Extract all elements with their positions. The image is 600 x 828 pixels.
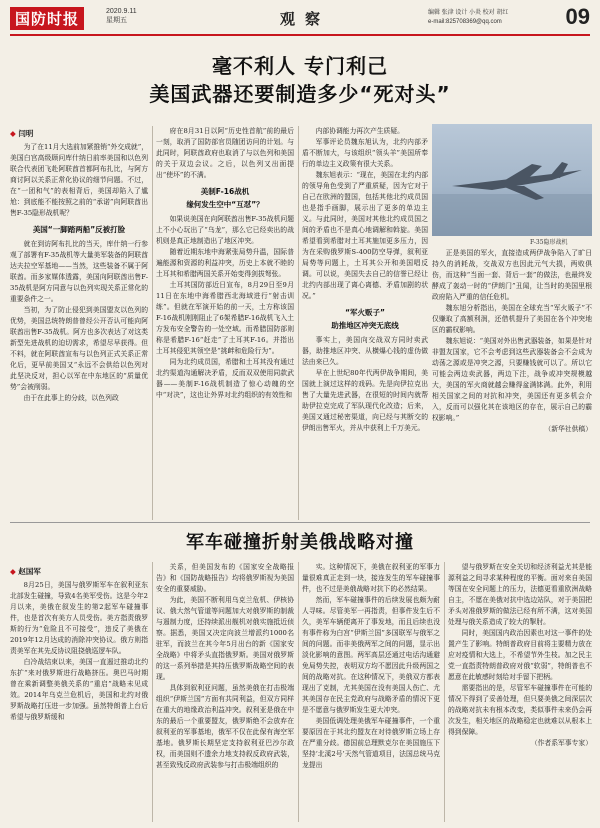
paragraph: 魏东旭分析指出，美国在全球充当“军火贩子”不仅赚取了高额利润，还借机提升了美国在各个冲突地区的霸权影响。	[432, 304, 592, 334]
source-note: （新华社供稿）	[544, 425, 592, 433]
paragraph: 关系，但美国发布的《国家安全战略报告》和《国防战略报告》均将俄罗斯视为美国安全的重要威胁。	[156, 563, 294, 593]
paragraph: 为了在11月大选前加紧推销“外交成就”，美国白宫高级顾问库什纳日前率美国和以色列联合代表团飞赴阿联酋首都阿布扎比，与阿方商讨阿以关系正常化协议的细节问题。不过，在“一团和气”的表相背后，美国却陷入了尴尬：到底能不能按照之前的“承诺”向阿联酋出售F-35隐形战机呢？	[10, 143, 148, 217]
page-number: 09	[565, 4, 590, 29]
paragraph: 望与俄罗斯在安全关切和经济利益尤其是能源利益之间寻求某种程度的平衡。面对来自美国等国在安全问题上的压力，法德更看重欧洲战略自主，不愿在美俄对抗中选边站队，对于美国把矛头对准俄罗斯的做法已经有所不满，这对美国处理与俄关系造成了较大的掣肘。	[448, 563, 592, 626]
article2-byline	[10, 566, 41, 577]
paragraph: 8月25日，美国与俄罗斯军车在叙利亚东北部发生碰撞，导致4名美军受伤。这是今年2月以来，美俄在叙发生的第2起军车碰撞事件，也是首次有美方人员受伤。美方指责俄罗斯的行为“危险且不可接受”，违反了美俄在2019年12月达成的消除冲突协议。俄方则指责美军在其先反协议阻挠俄巡逻车队。	[10, 581, 148, 655]
article2-author: 赵国军	[18, 567, 41, 576]
article1-byline	[10, 128, 33, 139]
article1-column-3	[302, 126, 428, 520]
fighter-jet-photo	[432, 124, 592, 236]
subheading: 美制F-16战机 缘何发生空中“互怼”？	[186, 187, 264, 209]
jet-illustration	[432, 124, 592, 236]
paragraph: 白冷战结束以来，美国一直遏过推动北约东扩“来对俄罗斯进行战略挤压。奥巴马时期曾在乘新调整美俄关系的“重启”战略未见成效。2014年乌克兰危机后，美国和北约对俄罗斯战略打压进一步加强。虽然特朗普上台后希望与俄罗斯缓和	[10, 658, 148, 721]
byline-mark-icon: ◆	[10, 567, 16, 576]
article2-column-4	[448, 562, 592, 822]
paragraph: 由于在此事上的分歧，以色列政	[23, 394, 119, 402]
paragraph: 就在到访阿布扎比的当天，库什纳一行参观了部署有F-35战机等大量美军装备的阿联酋达夫拉空军基地——当然，这些装备不属于阿联酋。而多家媒体透露，美国向阿联酋出售F-35战机是阿方同意与以色列实现关系正常化的重要条件之一。	[10, 240, 148, 303]
paragraph: 随着近期东地中海紧张局势升温，国际普遍能源和资源的利益冲突，历史上本就不睦的土耳其和希腊两国关系开始变得剑拔弩张。	[156, 248, 294, 278]
article1-column-4	[432, 248, 592, 520]
paragraph: 美国低调处理美俄军车碰撞事件，一个重要原因在于其北约盟友在对待俄罗斯立场上存在严重分歧。德国前总理默克尔在美国施压下坚持‘北溪2号’天然气管道项目，法国总统马克龙提出	[302, 717, 440, 769]
masthead	[10, 6, 590, 32]
issue-weekday: 星期五	[106, 17, 127, 24]
column-divider	[444, 562, 445, 822]
editor-credits	[428, 9, 508, 27]
paragraph: 魏东旭表示：“现在，美国在北约内部的领导角色受到了严重质疑，因为它对于自己在欧洲的盟国，包括其他北约成员国也是指手画脚，展示出了更多的单边主义。与此同时，美国对其他北约成员国之间的矛盾也不是真心地调解和斡旋。美国希望看到希腊对土耳其施加更多压力，因为在采购俄罗斯S-400防空导弹，叙利亚局势等问题上，土耳其公开和美国唱反调。可以说，美国失去自己的信誉已经让北约内部出现了离心离德、矛盾加剧的状况。”	[302, 171, 428, 300]
article-divider	[10, 522, 590, 523]
paragraph: 如果说美国在向阿联酋出售F-35战机问题上不小心玩出了“乌龙”，那么它已经卖出的战机则是真正地制造出了地区冲突。	[156, 215, 294, 245]
paragraph: 当初，为了防止侵犯到美国盟友以色列的优势，美国总统特朗普曾经公开否认可能向阿联酋出售F-35战机。阿方也多次表达了对这类新型先进战机的迫切需求，希望尽早获得。但不料，就在阿联酋宣布与以色列正式关系正常化后，更早前美国又“永远不会供给以色列对此坚决反对，担心以军在中东地区的“质量优势”会被削弱。	[10, 306, 148, 391]
article1-headline-line1: 毫不利人 专门利己	[212, 54, 388, 78]
newspaper-logo: 国防时报	[10, 7, 84, 30]
paragraph: 同时，美国国内政治因素也对这一事件的处置产生了影响。特朗普政府目前将主要精力放在应对疫情和大选上，不希望节外生枝。加之民主党一直指责特朗普政府对俄“软弱”，特朗普也不愿意在此敏感时刻给对手留下把柄。	[448, 629, 592, 681]
paragraph: 为此，美国不断利用乌克兰危机、伊核协议、俄大然气管道等问题加大对俄罗斯的制裁与遏制力度，还持续派出舰机对俄实施抵近侦察。据悉，美国又决定向波兰增派约1000名驻军，而波兰在其今年5月出台的新《国家安全战略》中将矛头直指俄罗斯。美国对俄罗斯的这一系列举措是其持压俄罗斯战略空间的表现。	[156, 596, 294, 681]
paragraph: 内部协调能力再次产生质疑。	[315, 127, 404, 135]
article1-column-1	[10, 142, 148, 520]
source-note: （作者系军事专家）	[530, 739, 592, 747]
paragraph: 实。这种情况下，美俄在叙利亚的军事力量很难真正走到一块，接连发生的军车碰撞事件，也不过是美俄战略对抗下的必然结果。	[302, 563, 440, 593]
paragraph: 军事评论员魏东旭认为，北约内部矛盾不断加大，与该组织“领头羊”美国所奉行的单边主义政策有很大关系。	[302, 138, 428, 168]
section-title: 观察	[280, 10, 331, 28]
paragraph: 魏东旭说：“美国对外出售武器装备，如果是针对非盟友国家，它不会考虑到这些武器装备会不会成为动荡之源或是冲突之源，只要赚钱就可以了。所以它可能会两边卖武器，两边下注，战争或冲突规模越大，美国的军火商就越会赚得盆满钵满。此外，利用相关国家之间的对抗和冲突，美国还有更多机会介入，反而可以强化其在该地区的存在，展示自己的霸权影响。”	[432, 337, 592, 422]
issue-date: 2020.9.11	[106, 8, 137, 15]
paragraph: 需要指出的是，尽管军车碰撞事件在可能的情况下得到了妥善处理，但只要美俄之间深层次的战略对抗未有根本改变，类似事件未来仍会再次发生，相关地区的战略稳定也就难以从根本上得到保障。	[448, 684, 592, 736]
column-divider	[298, 126, 299, 520]
article1-author: 闫明	[18, 129, 34, 138]
article1-headline-line2: 美国武器还要制造多少“死对头”	[149, 82, 451, 106]
column-divider	[298, 562, 299, 822]
issue-date-block	[106, 7, 137, 25]
article2-column-1	[10, 580, 148, 822]
article2-headline: 军车碰撞折射美俄战略对撞	[186, 532, 414, 553]
subheading: 美国“一脚踏两船”反被打脸	[32, 225, 126, 234]
paragraph: 事实上，美国向交战双方同时卖武器，助推地区冲突、从横爆心钱的虚伪做法由来已久。	[302, 336, 428, 366]
editor-names: 编辑 张津 设计 小炎 校对 胡红	[428, 10, 509, 16]
paragraph: 早在上世纪80年代两伊战争期间，美国就上演过这样的戏码。先是向伊拉克出售了大量先进武器，在很短的时间内就帮助伊拉克完成了军队现代化改造；后来，美国又通过秘密渠道，向已经与其断交的伊朗出售军火，并从中获利上千万美元。	[302, 369, 428, 432]
paragraph: 具体到叙利亚问题，虽然美俄在打击极端组织“伊斯兰国”方面有共同利益，但双方同样在重大的地缘政治利益冲突。叙利亚是俄在中东的最后一个重要盟友，俄罗斯绝不会放弃在叙利亚的军事基地，俄军不仅在此保有海空军基地。俄罗斯长期坚定支持叙利亚巴沙尔政权，而美国则不遗余力地支持叙反政府武装，甚至致残反政府武装参与打击极端组织的	[156, 684, 294, 769]
article1-column-2	[156, 126, 294, 520]
article2-column-3	[302, 562, 440, 822]
masthead-rule	[10, 34, 590, 36]
photo-caption: F-35隐形战机	[530, 239, 568, 246]
paragraph: 同为北约成员国，希腊和土耳其没有通过北约渠道沟通解决矛盾，反而双双使用同款武器——美制F-16战机制造了惊心动魄的空中“对决”，这也让外界对北约组织的有效性和	[156, 358, 294, 399]
subheading: “军火贩子” 助推地区冲突无底线	[331, 308, 399, 330]
byline-mark-icon: ◆	[10, 129, 16, 138]
article2-column-2	[156, 562, 294, 822]
paragraph: 然而，军车碰撞事件的后续发展也颇为耐人寻味。尽管美军一再指责，但事件发生后不久，美军车辆便离开了事发地，而且后续也没有事件称为白宫“伊斯兰国”多国联军与俄军之间的问题。而非美俄两军之间的问题，显示出淡化影响的意图。两军高层还通过电话沟通避免局势失控，表明双方均不愿因此升级两国之间的战略对抗。在这种情况下，美俄双方都表现出了克制，尤其美国在没有美国人伤亡、尤其美国存在民主党政府与战略矛盾的情况下更是不愿意与俄罗斯发生更大冲突。	[302, 596, 440, 714]
column-divider	[152, 126, 153, 520]
editor-email: e-mail:825708369@qq.com	[428, 19, 502, 25]
paragraph: 正是美国的军火，直接造成两伊战争陷入了旷日持久的消耗战，交战双方也因此元气大损，两败俱伤，而这种“当面一套、背后一套”的做法，也最终发酵成了轰动一时的“伊朗门”丑闻，让当时的美国里根政府陷入严重的信任危机。	[432, 249, 592, 301]
paragraph: 府在8月31日以阿“历史性首航”前的最后一刻，取消了国防部官员随团访问的计划。与此同时，阿联酋政府也取消了与以色列和美国的关于双边会议。之后，以色列又出面提出“使坏”的不满。	[156, 127, 294, 179]
column-divider	[152, 562, 153, 822]
paragraph: 土耳其国防部近日宣布，8月29日至9月11日在东地中海希腊西北海域进行“射击训练”。但就在军演开始的前一天，土方称该国F-16战机刚刚阻止了6架希腊F-16战机飞入土方发布安全警告的一处空域。而希腊国防部则称是希腊F-16“赶走”了土耳其F-16。并指出土耳其侵犯其领空是“挑衅和危险行为”。	[156, 281, 294, 355]
